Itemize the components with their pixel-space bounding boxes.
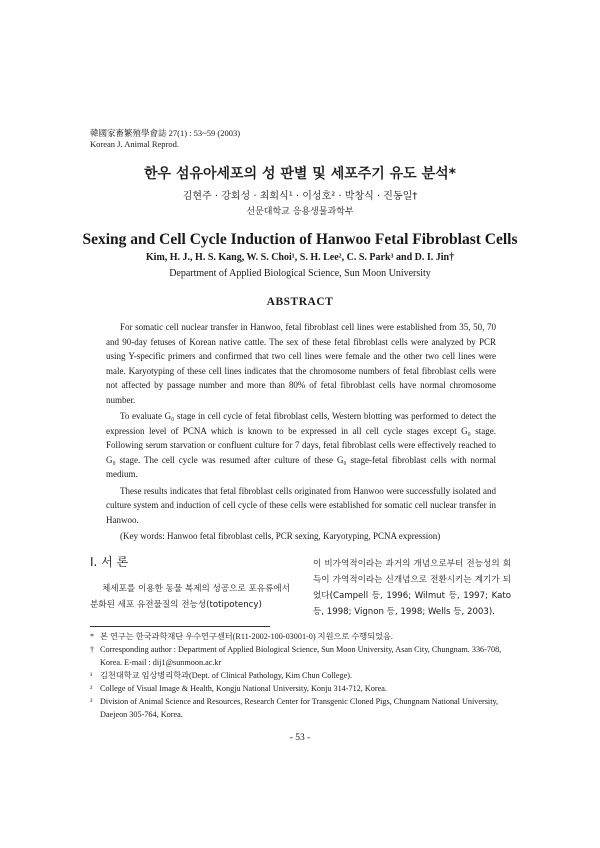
abstract-heading: ABSTRACT	[266, 296, 334, 308]
english-affiliation: Department of Applied Biological Science, Sun Moon University	[169, 268, 431, 279]
korean-authors: 김현주 · 강회성 · 최회식¹ · 이성호² · 박창식 · 진동일†	[182, 191, 418, 202]
introduction-right-text: 이 비가역적이라는 과거의 개념으로부터 전능성의 회득이 가역적이라는 신개념으로 전환시키는 계기가 되었다(Campell 등, 1996; Wilmut 등, 1997; Kato 등, 1998; Vignon 등, 1998; Wells 등, 2003).	[313, 559, 511, 617]
footnote-mark: *	[90, 632, 95, 641]
english-title: Sexing and Cell Cycle Induction of Hanwoo Fetal Fibroblast Cells	[82, 231, 518, 248]
footnote-mark: ¹	[90, 670, 93, 680]
journal-citation: 韓國家畜繁殖學會誌 27(1) : 53~59 (2003)	[90, 128, 241, 138]
footnote-text: 본 연구는 한국과학재단 우수연구센터(R11-2002-100-03001-0) 지원으로 수행되었음.	[100, 632, 393, 641]
english-authors: Kim, H. J., H. S. Kang, W. S. Choi¹, S. H. Lee², C. S. Park³ and D. I. Jin†	[145, 252, 455, 263]
footnote-divider	[90, 626, 270, 627]
footnote-mark: ³	[90, 697, 93, 707]
footnote	[90, 631, 512, 643]
korean-title: 한우 섬유아세포의 성 판별 및 세포주기 유도 분석*	[144, 166, 456, 182]
footnote-mark: †	[90, 645, 95, 655]
footnote	[90, 683, 512, 695]
footnote-text: Division of Animal Science and Resources, Research Center for Transgenic Cloned Pigs, Chungnam National University, Daejeon 305-764, Korea.	[100, 697, 499, 719]
abstract-paragraph-1: For somatic cell nuclear transfer in Hanwoo, fetal fibroblast cell lines were established from 35, 50, 70 and 90-day fetuses of Korean native cattle. The sex of these fetal fibroblast cells were analyzed by PCR using Y-specific primers and confirmed that two cell lines were female and the other two cell lines were male. Karyotyping of these cell lines indicates that the chromosome numbers of fetal fibroblast cells were not affected by passage number and more than 80% of fetal fibroblast cells have normal chromosome number.	[106, 322, 496, 405]
footnote-text: Corresponding author : Department of Applied Biological Science, Sun Moon University, Asan City, Chungnam. 336-708, Korea. E-mail : dij1@sunmoon.ac.kr	[100, 645, 502, 667]
introduction-left-column	[90, 581, 290, 613]
introduction-left-text: 체세포를 이용한 동물 복제의 성공으로 포유류에서 분화된 세포 유전물질의 전능성(totipotency)	[90, 584, 290, 610]
introduction-right-column	[313, 556, 511, 620]
footnote-text: College of Visual Image & Health, Kongju National University, Konju 314-712, Korea.	[100, 684, 387, 694]
introduction-heading: I. 서 론	[90, 555, 129, 569]
korean-affiliation: 선문대학교 응용생물과학부	[246, 207, 354, 217]
abstract-body	[106, 320, 496, 546]
abstract-paragraph-2: To evaluate G₀ stage in cell cycle of fetal fibroblast cells, Western blotting was performed to detect the expression level of PCNA which is known to be expressed in all cell cycle stages except G₀ stage. Following serum starvation or confluent culture for 7 days, fetal fibroblast cells were effectively reached to G₀ stage. The cell cycle was resumed after culture of these G₀ stage-fetal fibroblast cells with normal medium.	[106, 411, 496, 479]
journal-name-english: Korean J. Animal Reprod.	[90, 139, 179, 149]
keywords: (Key words: Hanwoo fetal fibroblast cells, PCR sexing, Karyotyping, PCNA expression)	[120, 531, 441, 541]
footnote-mark: ²	[90, 684, 93, 694]
footnotes	[90, 631, 512, 722]
footnote-text: 김천대학교 임상병리학과(Dept. of Clinical Pathology, Kim Chun College).	[100, 670, 353, 680]
page-number: - 53 -	[289, 733, 311, 743]
abstract-paragraph-3: These results indicates that fetal fibroblast cells originated from Hanwoo were successfully isolated and culture system and induction of cell cycle of these cells were established for somatic cell nuclear transfer in Hanwoo.	[106, 485, 496, 525]
journal-header	[90, 128, 240, 150]
footnote	[90, 696, 512, 721]
footnote	[90, 670, 512, 682]
footnote	[90, 644, 512, 669]
